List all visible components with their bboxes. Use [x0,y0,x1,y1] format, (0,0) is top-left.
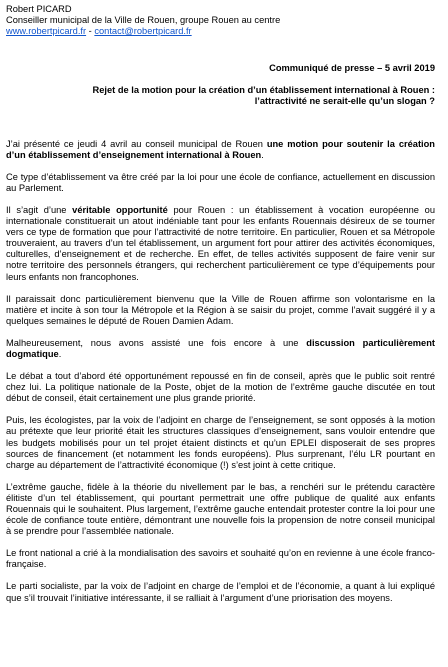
paragraph-1-bold: une motion pour soutenir la création d’un établissement d’enseignement international à Rouen [6,138,435,160]
paragraph-6: Le débat a tout d’abord été opportunément repoussé en fin de conseil, après que le public soit rentré chez lui. La politique nationale de la Poste, objet de la motion de l’extrême gauche discutée en tout début de conseil, était certainement une plus grande priorité. [6,371,435,404]
paragraph-3-bold: véritable opportunité [72,204,168,215]
paragraph-3 [6,205,435,283]
paragraph-1 [6,139,435,161]
links-separator: - [86,26,95,37]
title-line-2: l’attractivité ne serait-elle qu’un slogan ? [254,96,435,107]
paragraph-8: L’extrême gauche, fidèle à la théorie du nivellement par le bas, a renchéri sur le prétendu caractère élitiste d’un tel établissement, qui pourtant permettrait une offre publique de qualité aux enfants Rouennais qui le souhaitent. Plus largement, l’extrême gauche entendait protester contre la loi pour une école de confiance toute entière, démontrant une nouvelle fois la propension de notre conseil municipal à se prendre pour l’assemblée nationale. [6,481,435,537]
author-header [6,4,435,37]
paragraph-4: Il paraissait donc particulièrement bienvenu que la Ville de Rouen affirme son volontarisme en la matière et incite à son tour la Métropole et la Région à se saisir du projet, comme l’avait suggéré il y a quelques semaines le député de Rouen Damien Adam. [6,293,435,326]
release-title [6,85,435,107]
release-body [6,139,435,604]
paragraph-5-text-c: . [58,348,62,359]
author-name: Robert PICARD [6,4,72,14]
paragraph-2: Ce type d’établissement va être créé par la loi pour une école de confiance, actuellement en discussion au Parlement. [6,171,435,193]
paragraph-1-text-a: J’ai présenté ce jeudi 4 avril au conseil municipal de Rouen [6,138,267,149]
paragraph-7: Puis, les écologistes, par la voix de l’adjoint en charge de l’enseignement, se sont opposés à la motion au prétexte que leur priorité était les structures classiques d’enseignement, sans vouloir entendre que les budgets mobilisés pour un tel projet étaient distincts et qu’un EPLEI disposerait de ses propres sources de financement (et notamment les fonds européens). Plus surprenant, l’élu LR pourtant en charge au département de l’attractivité économique (!) s’est joint à cette critique. [6,415,435,470]
paragraph-5-text-a: Malheureusement, nous avons assisté une fois encore à une [6,337,307,348]
paragraph-9: Le front national a crié à la mondialisation des savoirs et souhaité qu’on en revienne à une école franco-française. [6,548,435,570]
author-role: Conseiller municipal de la Ville de Rouen, groupe Rouen au centre [6,15,281,26]
paragraph-1-text-c: . [261,149,264,160]
paragraph-3-text-c: pour Rouen : un établissement à vocation européenne ou internationale constituerait un atout indéniable tant pour les enfants Rouennais désireux de se tourner vers ce type de formation que pour l’attractivité de notre territoire. En particulier, Rouen et sa Métropole trouveraient, au travers d’un tel établissement, un argument fort pour attirer des activités économiques, culturelles, d’enseignement et de recherche. En effet, de telles activités supposent de faire venir sur notre territoire des personnels étrangers, qui recherchent particulièrement ce type d’équipements pour leurs enfants non francophones. [6,204,435,282]
author-links [6,26,435,37]
paragraph-5-bold: discussion particulièrement dogmatique [6,337,435,359]
paragraph-5 [6,338,435,360]
title-line-1: Rejet de la motion pour la création d’un établissement international à Rouen : [92,85,435,96]
website-link[interactable]: www.robertpicard.fr [6,26,87,37]
email-link[interactable]: contact@robertpicard.fr [94,26,192,37]
paragraph-10: Le parti socialiste, par la voix de l’adjoint en charge de l’emploi et de l’économie, a quant à lui expliqué que s’il trouvait l’initiative intéressante, il se ralliait à l’argument d’une priorisation des moyens. [6,581,435,603]
paragraph-3-text-a: Il s’agit d’une [6,204,73,215]
press-release-date: Communiqué de presse – 5 avril 2019 [269,63,435,74]
